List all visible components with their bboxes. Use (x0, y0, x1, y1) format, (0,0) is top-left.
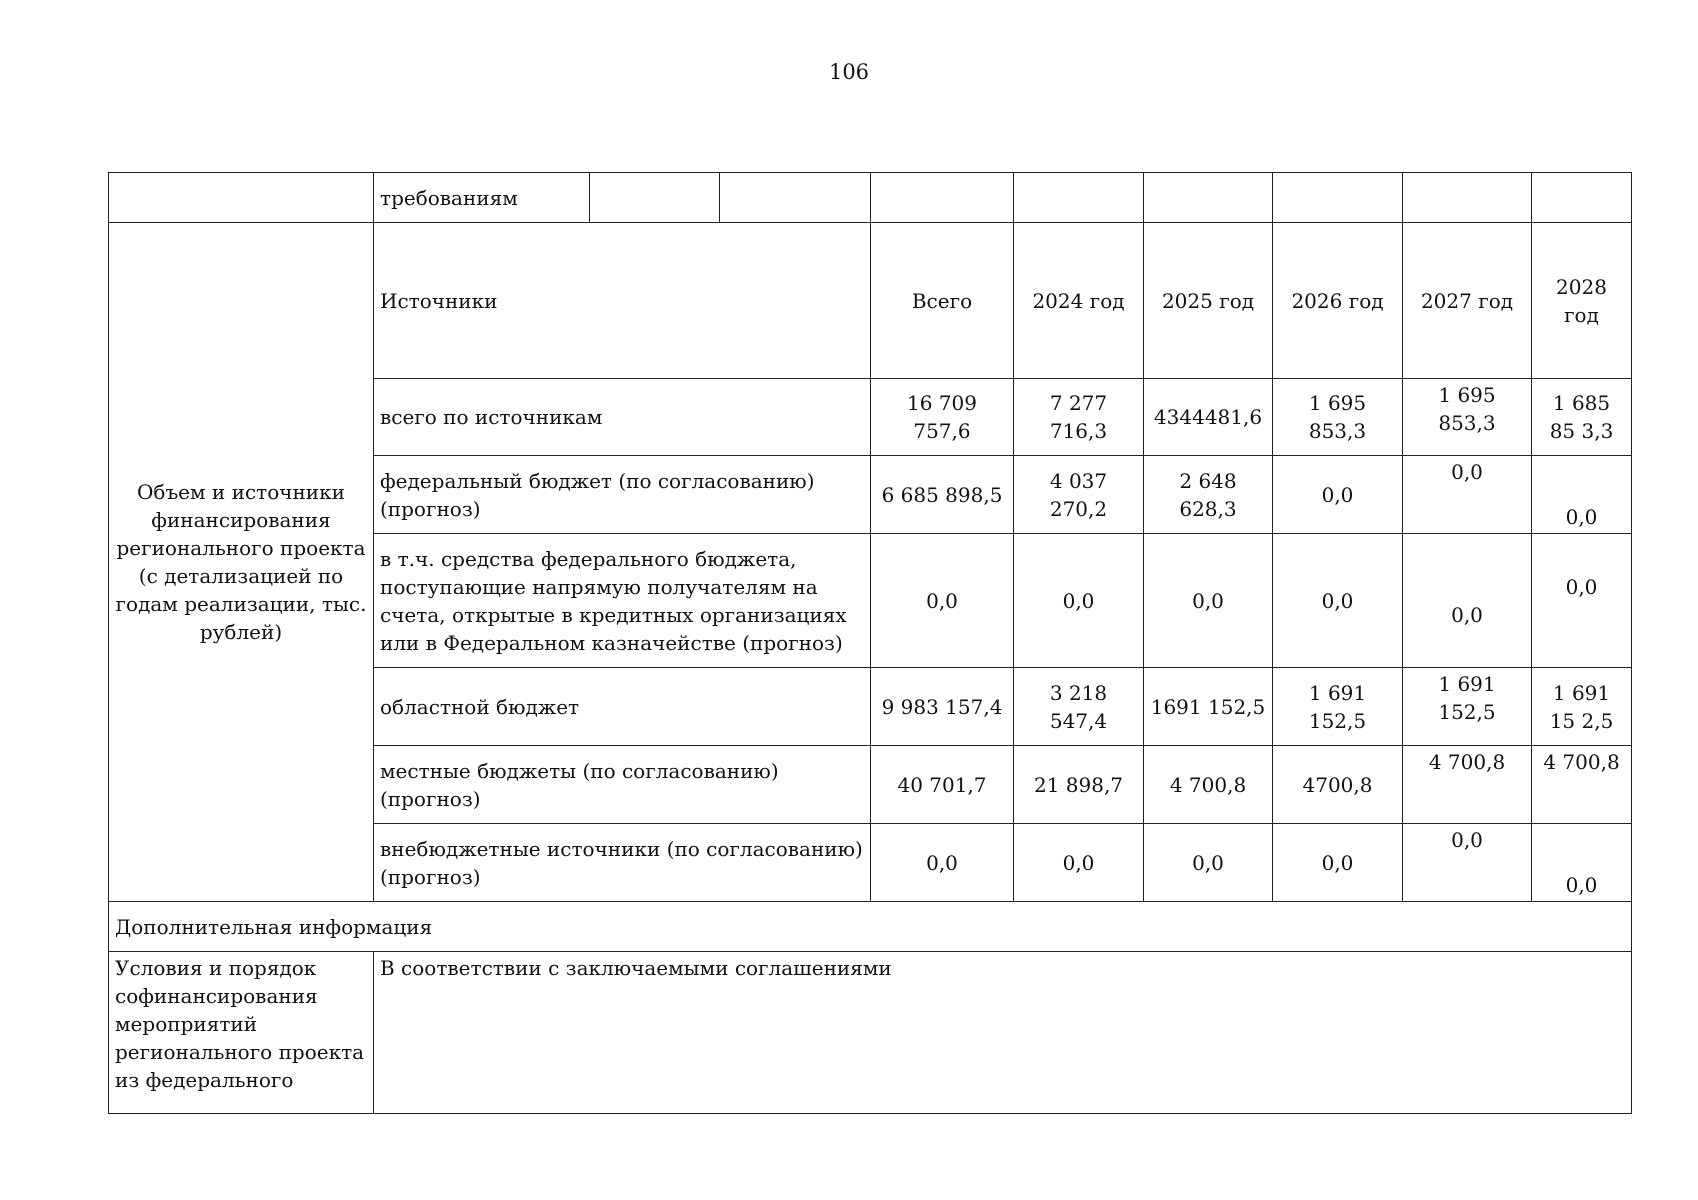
finance-header-row (109, 223, 1632, 379)
value-2024: 21 898,7 (1014, 746, 1144, 824)
value-total: 0,0 (871, 534, 1014, 668)
cofinancing-label: Условия и порядок софинансирования мероприятий регионального проекта из федерального (109, 952, 374, 1114)
empty-cell (1532, 173, 1632, 223)
value-2027: 1 695 853,3 (1403, 379, 1532, 456)
empty-cell (590, 173, 720, 223)
value-2024: 0,0 (1014, 824, 1144, 902)
page-number: 106 (828, 60, 870, 84)
value-2024: 4 037 270,2 (1014, 456, 1144, 534)
source-label: федеральный бюджет (по согласованию) (прогноз) (374, 456, 871, 534)
value-2024: 0,0 (1014, 534, 1144, 668)
source-label: всего по источникам (374, 379, 871, 456)
value-2024: 3 218 547,4 (1014, 668, 1144, 746)
value-total: 6 685 898,5 (871, 456, 1014, 534)
value-2026: 1 695 853,3 (1273, 379, 1403, 456)
project-table (108, 172, 1632, 1114)
source-label: внебюджетные источники (по согласованию) (прогноз) (374, 824, 871, 902)
value-2025: 0,0 (1144, 824, 1273, 902)
header-2024: 2024 год (1014, 223, 1144, 379)
value-total: 0,0 (871, 824, 1014, 902)
value-2027: 4 700,8 (1403, 746, 1532, 824)
value-2025: 1691 152,5 (1144, 668, 1273, 746)
header-sources: Источники (374, 223, 871, 379)
empty-cell (1014, 173, 1144, 223)
source-label: областной бюджет (374, 668, 871, 746)
header-total: Всего (871, 223, 1014, 379)
additional-info-heading: Дополнительная информация (109, 902, 1632, 952)
value-2027: 1 691 152,5 (1403, 668, 1532, 746)
value-2026: 0,0 (1273, 534, 1403, 668)
value-total: 40 701,7 (871, 746, 1014, 824)
empty-cell (1273, 173, 1403, 223)
cofinancing-value: В соответствии с заключаемыми соглашениями (374, 952, 1632, 1114)
empty-cell (109, 173, 374, 223)
value-2028: 0,0 (1532, 534, 1632, 668)
value-2026: 4700,8 (1273, 746, 1403, 824)
requirements-cell: требованиям (374, 173, 590, 223)
empty-cell (1144, 173, 1273, 223)
table-row (109, 952, 1632, 1114)
finance-row-label: Объем и источники финансирования регионального проекта (с детализацией по годам реализации, тыс. рублей) (109, 223, 374, 902)
value-2026: 1 691 152,5 (1273, 668, 1403, 746)
header-2027: 2027 год (1403, 223, 1532, 379)
empty-cell (720, 173, 871, 223)
value-2027: 0,0 (1403, 534, 1532, 668)
value-2026: 0,0 (1273, 824, 1403, 902)
value-2028: 0,0 (1532, 456, 1632, 534)
table-row (109, 173, 1632, 223)
empty-cell (1403, 173, 1532, 223)
header-2025: 2025 год (1144, 223, 1273, 379)
value-total: 16 709 757,6 (871, 379, 1014, 456)
value-2025: 0,0 (1144, 534, 1273, 668)
header-2028: 2028 год (1532, 223, 1632, 379)
value-2025: 4344481,6 (1144, 379, 1273, 456)
value-2026: 0,0 (1273, 456, 1403, 534)
value-2027: 0,0 (1403, 456, 1532, 534)
source-label: местные бюджеты (по согласованию) (прогноз) (374, 746, 871, 824)
source-label: в т.ч. средства федерального бюджета, поступающие напрямую получателям на счета, открытые в кредитных организациях или в Федеральном казначействе (прогноз) (374, 534, 871, 668)
value-2028: 0,0 (1532, 824, 1632, 902)
value-2027: 0,0 (1403, 824, 1532, 902)
value-total: 9 983 157,4 (871, 668, 1014, 746)
header-2026: 2026 год (1273, 223, 1403, 379)
value-2025: 2 648 628,3 (1144, 456, 1273, 534)
value-2024: 7 277 716,3 (1014, 379, 1144, 456)
value-2028: 4 700,8 (1532, 746, 1632, 824)
value-2028: 1 691 15 2,5 (1532, 668, 1632, 746)
section-row (109, 902, 1632, 952)
value-2025: 4 700,8 (1144, 746, 1273, 824)
value-2028: 1 685 85 3,3 (1532, 379, 1632, 456)
empty-cell (871, 173, 1014, 223)
